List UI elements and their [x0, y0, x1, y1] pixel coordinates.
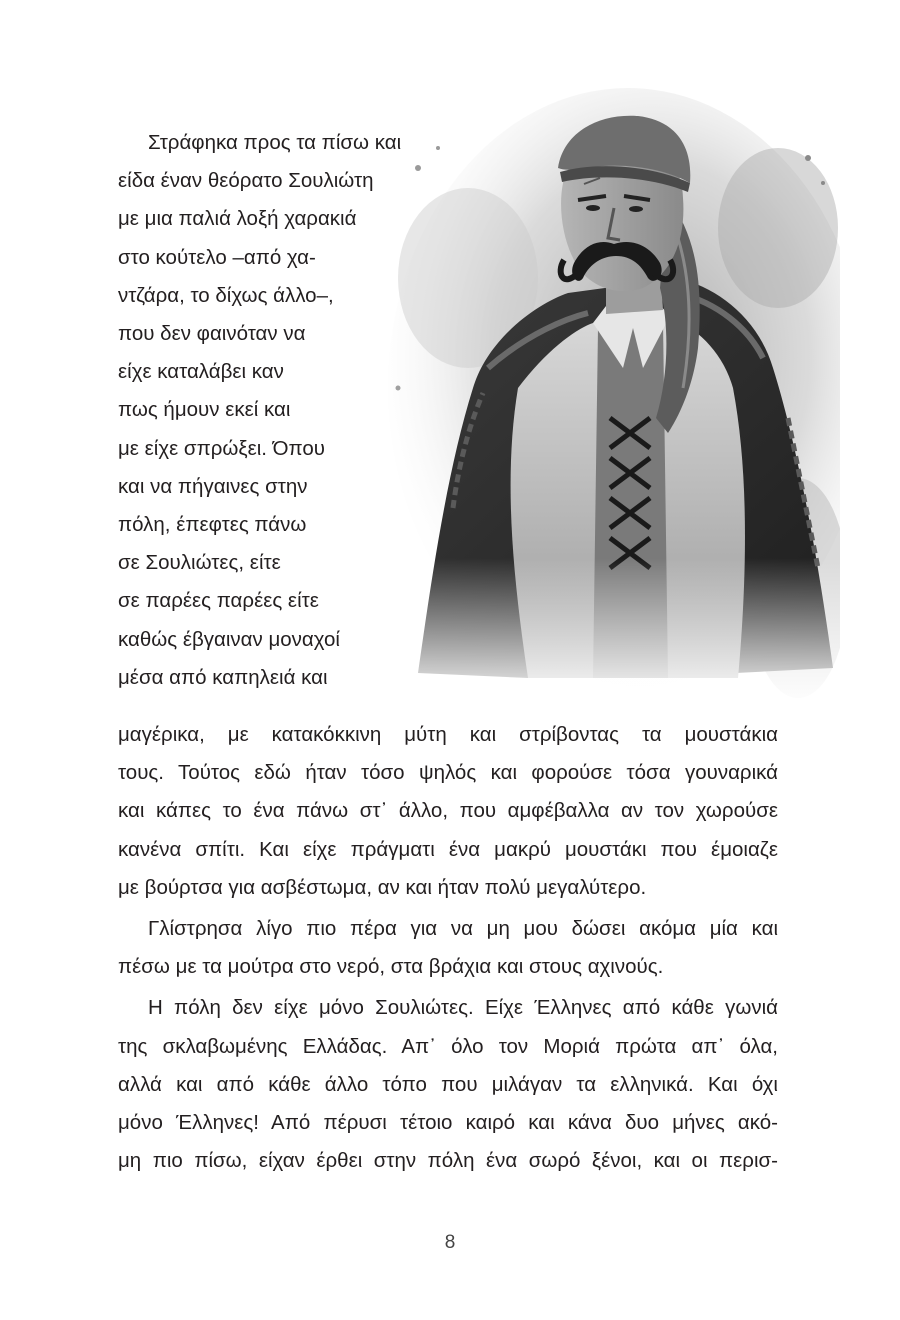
text-line: και να πήγαινες στην — [118, 474, 308, 498]
text-line: κανένα σπίτι. Και είχε πράγματι ένα μακρύ μουστάκι που έμοιαζε — [118, 837, 778, 861]
full-text-column — [118, 716, 778, 1180]
text-line: μαγέρικα, με κατακόκκινη μύτη και στρίβοντας τα μουστάκια — [118, 723, 778, 746]
text-line: με μια παλιά λοξή χαρακιά — [118, 207, 357, 231]
text-line: είδα έναν θεόρατο Σουλιώτη — [118, 169, 374, 193]
text-line: πέσω με τα μούτρα στο νερό, στα βράχια και στους αχινούς. — [118, 955, 664, 979]
text-line: Στράφηκα προς τα πίσω και — [148, 131, 402, 154]
text-line: με είχε σπρώξει. Όπου — [118, 436, 326, 460]
text-line: της σκλαβωμένης Ελλάδας. Απ᾽ όλο τον Μοριά πρώτα απ᾽ όλα, — [118, 1034, 778, 1058]
text-line: με βούρτσα για ασβέστωμα, αν και ήταν πολύ μεγαλύτερο. — [118, 875, 647, 899]
text-line: πως ήμουν εκεί και — [118, 398, 291, 422]
page-number: 8 — [444, 1232, 456, 1253]
text-line: Η πόλη δεν είχε μόνο Σουλιώτες. Είχε Έλληνες από κάθε γωνιά — [148, 996, 778, 1020]
souliote-illustration — [378, 88, 840, 708]
text-line: μόνο Έλληνες! Από πέρυσι τέτοιο καιρό και κάνα δυο μήνες ακό- — [118, 1110, 778, 1134]
text-line: καθώς έβγαιναν μοναχοί — [118, 627, 340, 651]
narrow-text-column — [118, 124, 418, 697]
text-line: αλλά και από κάθε άλλο τόπο που μιλάγαν τα ελληνικά. Και όχι — [118, 1072, 778, 1096]
text-line: και κάπες το ένα πάνω στ᾽ άλλο, που αμφέβαλλα αν τον χωρούσε — [118, 799, 778, 823]
text-line: που δεν φαινόταν να — [118, 322, 306, 346]
text-line: μέσα από καπηλειά και — [118, 665, 328, 689]
text-line: σε Σουλιώτες, είτε — [118, 551, 281, 575]
text-line: είχε καταλάβει καν — [118, 360, 284, 384]
text-line: στο κούτελο –από χα- — [118, 245, 316, 269]
text-line: πόλη, έπεφτες πάνω — [118, 513, 307, 537]
text-line: ντζάρα, το δίχως άλλο–, — [118, 283, 334, 307]
text-line: Γλίστρησα λίγο πιο πέρα για να μη μου δώσει ακόμα μία και — [148, 916, 778, 940]
text-line: τους. Τούτος εδώ ήταν τόσο ψηλός και φορούσε τόσα γουναρικά — [118, 761, 778, 785]
text-line: σε παρέες παρέες είτε — [118, 589, 319, 613]
text-line: μη πιο πίσω, είχαν έρθει στην πόλη ένα σωρό ξένοι, και οι περισ- — [118, 1149, 778, 1173]
